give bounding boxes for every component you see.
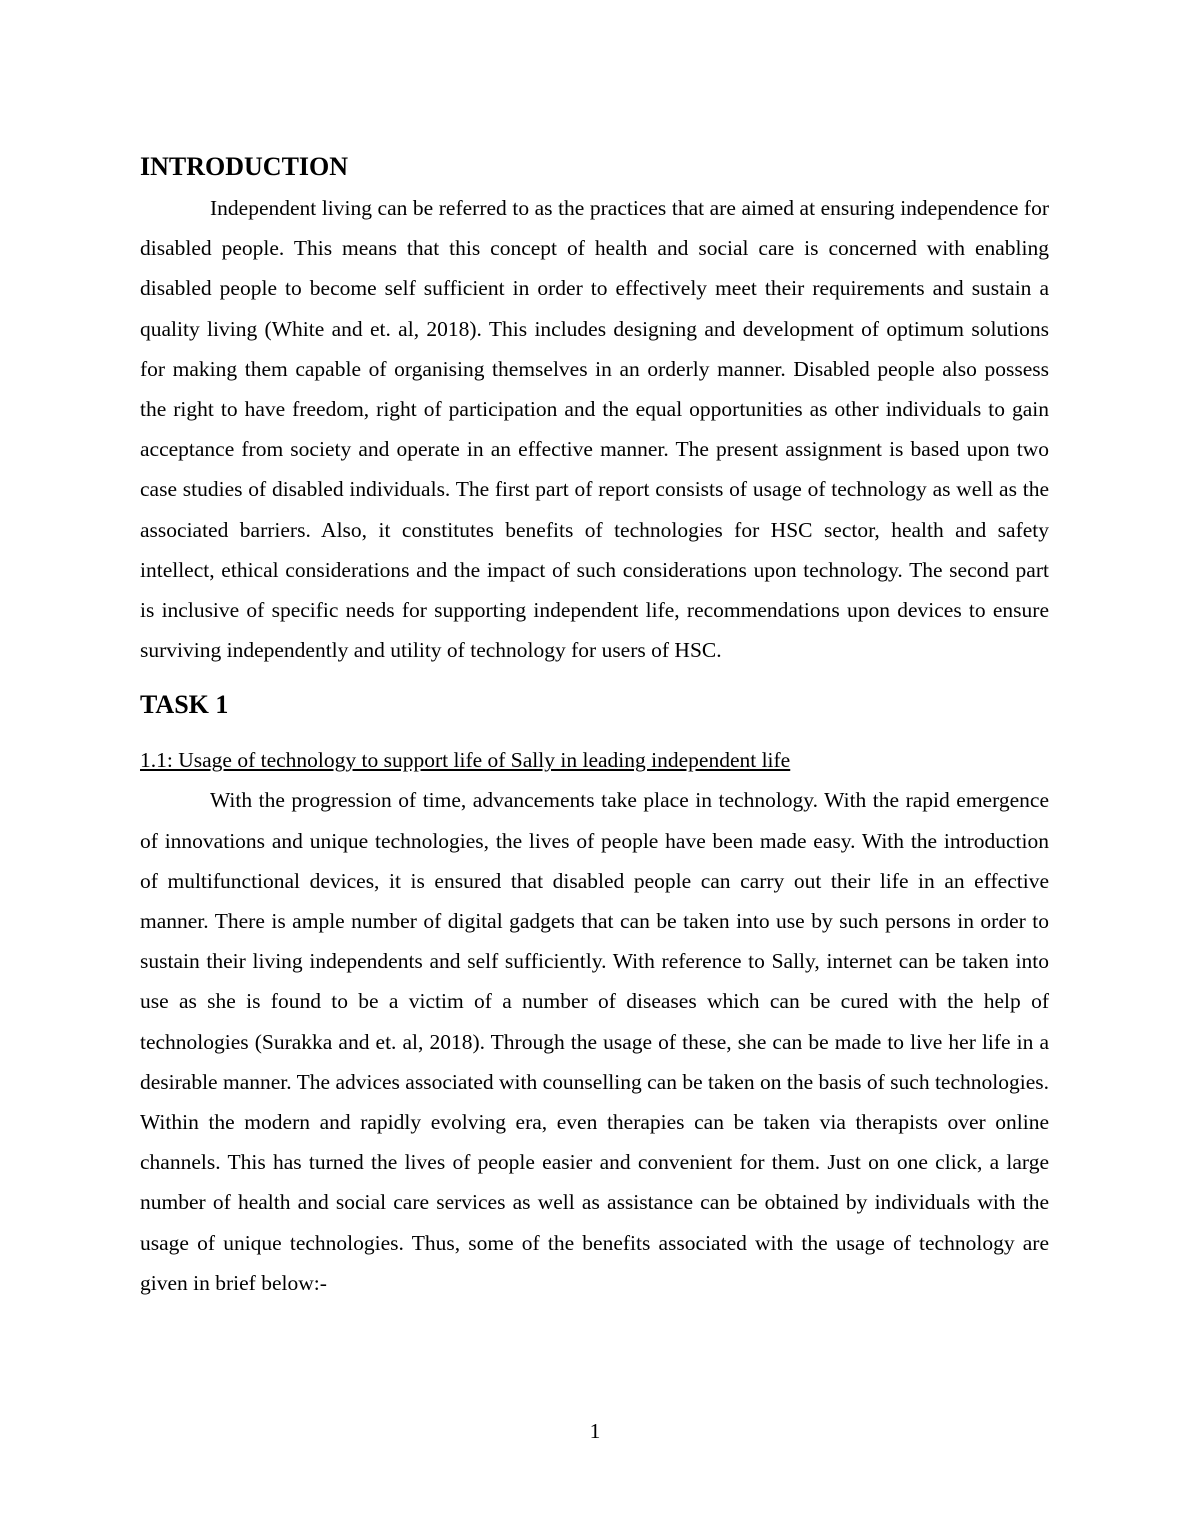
- section-paragraph: With the progression of time, advancements take place in technology. With the rapid emergence of innovations and unique technologies, the lives of people have been made easy. With the introduction of multifunctional devices, it is ensured that disabled people can carry out their life in an effective manner. There is ample number of digital gadgets that can be taken into use by such persons in order to sustain their living independents and self sufficiently. With reference to Sally, internet can be taken into use as she is found to be a victim of a number of diseases which can be cured with the help of technologies (Surakka and et. al, 2018). Through the usage of these, she can be made to live her life in a desirable manner. The advices associated with counselling can be taken on the basis of such technologies. Within the modern and rapidly evolving era, even therapies can be taken via therapists over online channels. This has turned the lives of people easier and convenient for them. Just on one click, a large number of health and social care services as well as assistance can be obtained by individuals with the usage of unique technologies. Thus, some of the benefits associated with the usage of technology are given in brief below:-: [140, 788, 1049, 1295]
- task-heading: TASK 1: [140, 690, 229, 720]
- document-page: [140, 146, 1049, 1303]
- introduction-paragraph: Independent living can be referred to as the practices that are aimed at ensuring independence for disabled people. This means that this concept of health and social care is concerned with enabling disabled people to become self sufficient in order to effectively meet their requirements and sustain a quality living (White and et. al, 2018). This includes designing and development of optimum solutions for making them capable of organising themselves in an orderly manner. Disabled people also possess the right to have freedom, right of participation and the equal opportunities as other individuals to gain acceptance from society and operate in an effective manner. The present assignment is based upon two case studies of disabled individuals. The first part of report consists of usage of technology as well as the associated barriers. Also, it constitutes benefits of technologies for HSC sector, health and safety intellect, ethical considerations and the impact of such considerations upon technology. The second part is inclusive of specific needs for supporting independent life, recommendations upon devices to ensure surviving independently and utility of technology for users of HSC.: [140, 196, 1049, 663]
- section-heading: 1.1: Usage of technology to support life of Sally in leading independent life: [140, 748, 791, 773]
- introduction-heading: INTRODUCTION: [140, 152, 349, 181]
- page-number: 1: [589, 1419, 601, 1443]
